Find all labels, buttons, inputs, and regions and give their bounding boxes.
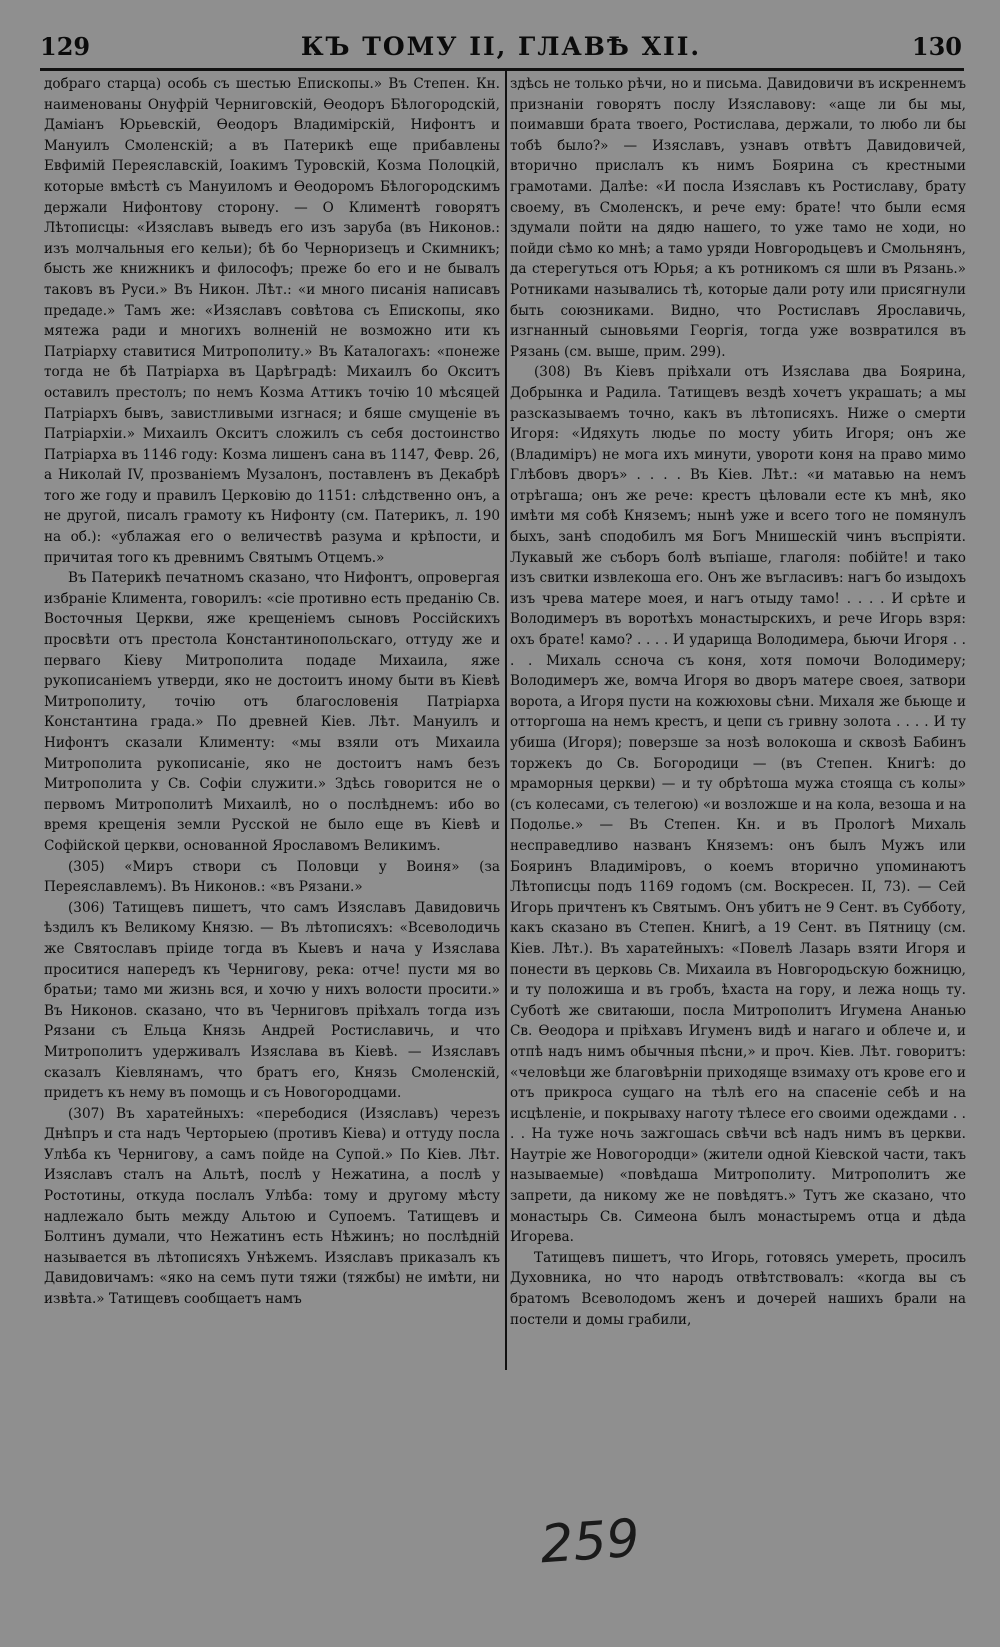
right-column: [510, 74, 966, 1364]
running-title: КЪ ТОМУ II, ГЛАВѢ XII.: [300, 31, 702, 61]
handwritten-page-number: 259: [538, 1508, 642, 1576]
paragraph: (307) Въ харатейныхъ: «перебодися (Изяславъ) черезъ Днѣпръ и ста надъ Черторыею (противъ Кіева) и оттуду посла Улѣба къ Чернигову, а самъ пойде на Супой.» По Кіев. Лѣт. Изяславъ сталъ на Альтѣ, послѣ у Нежатина, а послѣ у Ростотины, откуда послалъ Улѣба: тому и другому мѣсту надлежало быть между Альтою и Супоемъ. Татищевъ и Болтинъ думали, что Нежатинъ есть Нѣжинъ; но послѣдній называется въ лѣтописяхъ Унѣжемъ. Изяславъ приказалъ къ Давидовичамъ: «яко на семъ пути тяжи (тяжбы) не имѣти, ни извѣта.» Татищевъ сообщаетъ намъ: [44, 1105, 500, 1308]
page-number-left: 129: [40, 31, 91, 61]
page-number-right: 130: [911, 31, 962, 61]
page-header: [40, 26, 962, 66]
column-divider: [505, 68, 507, 1370]
paragraph: Татищевъ пишетъ, что Игорь, готовясь умереть, просилъ Духовника, но что народъ отвѣтствовалъ: «когда вы съ братомъ Всеволодомъ женъ и дочерей нашихъ брали на постели и домы грабили,: [510, 1249, 966, 1328]
paragraph: здѣсь не только рѣчи, но и письма. Давидовичи въ искреннемъ признаніи говорятъ послу Изяславову: «аще ли бы мы, поимавши брата твоего, Ростислава, держали, то любо ли бы тобѣ было?» — Изяславъ, узнавъ отвѣтъ Давидовичей, вторично прислалъ къ нимъ Боярина съ крестными грамотами. Далѣе: «И посла Изяславъ къ Ростиславу, брату своему, въ Смоленскъ, и рече ему: брате! что были есмя здумали пойти на дядю нашего, то уже тамо не ходи, но пойди сѣмо ко мнѣ; а тамо уряди Новгородьцевъ и Смольнянъ, да стерегуться отъ Юрья; а къ ротникомъ ся шли въ Рязань.» Ротниками назывались тѣ, которые дали роту или присягнули быть союзниками. Видно, что Ростиславъ Ярославичь, изгнанный сыновьями Георгія, тогда уже возвратился въ Рязань (см. выше, прим. 299).: [510, 76, 966, 360]
header-rule: [40, 68, 964, 71]
paragraph: (306) Татищевъ пишетъ, что самъ Изяславъ Давидовичь ѣздилъ къ Великому Князю. — Въ лѣтописяхъ: «Всеволодичь же Святославъ пріиде тогда въ Кыевъ и нача у Изяслава проситися напередъ къ Чернигову, река: отче! пусти мя во братьи; тамо ми жизнь вся, и хочю у нихъ волости просити.» Въ Никонов. сказано, что въ Черниговъ пріѣхалъ тогда изъ Рязани съ Ельца Князь Андрей Ростиславичь, и что Митрополитъ удерживалъ Изяслава въ Кіевѣ. — Изяславъ сказалъ Кіевлянамъ, что братъ его, Князь Смоленскій, придетъ къ нему въ помощь и съ Новогородцами.: [44, 899, 500, 1102]
paragraph: Въ Патерикѣ печатномъ сказано, что Нифонтъ, опровергая избраніе Климента, говорилъ: «сіе противно есть преданію Св. Восточныя Церкви, яже крещеніемъ сыновъ Россійскихъ просвѣти отъ престола Константинопольскаго, оттуду же и перваго Кіеву Митрополита подаде Михаила, яже рукописаніемъ утверди, яко не достоитъ иному быти въ Кіевѣ Митрополиту, точію отъ благословенія Патріарха Константина града.» По древней Кіев. Лѣт. Мануилъ и Нифонтъ сказали Клименту: «мы взяли отъ Михаила Митрополита рукописаніе, яко не достоитъ намъ безъ Митрополита у Св. Софіи служити.» Здѣсь говорится не о первомъ Митрополитѣ Михаилѣ, но о послѣднемъ: ибо во время крещенія земли Русской не было еще въ Кіевѣ и Софійской церкви, основанной Ярославомъ Великимъ.: [44, 570, 500, 854]
paragraph: добраго старца) особь съ шестью Епископы.» Въ Степен. Кн. наименованы Онуфрій Черниговскій, Ѳеодоръ Бѣлогородскій, Даміанъ Юрьевскій, Ѳеодоръ Владимірскій, Нифонтъ и Мануилъ Смоленскій; а въ Патерикѣ еще прибавлены Евфимій Переяславскій, Іоакимъ Туровскій, Козма Полоцкій, которые вмѣстѣ съ Мануиломъ и Ѳеодоромъ Бѣлогородскимъ держали Нифонтову сторону. — О Климентѣ говорятъ Лѣтописцы: «Изяславъ выведъ его изъ заруба (въ Никонов.: изъ молчальныя его кельи); бѣ бо Черноризецъ и Скимникъ; бысть же книжникъ и философъ; преже бо его и не бывалъ таковъ въ Руси.» Въ Никон. Лѣт.: «и много писанія написавъ предаде.» Тамъ же: «Изяславъ совѣтова съ Епископы, яко мятежа ради и многихъ волненій не возможно ити къ Патріарху ставитися Митрополиту.» Въ Каталогахъ: «понеже тогда не бѣ Патріарха въ Царѣградѣ: Михаилъ бо Окситъ оставилъ престолъ; по немъ Козма Аттикъ точію 10 мѣсяцей Патріархъ бывъ, завистливыми изгнася; и бяше смущеніе въ Патріархіи.» Михаилъ Окситъ сложилъ съ себя достоинство Патріарха въ 1146 году: Козма лишенъ сана въ 1147, Февр. 26, а Николай IV, прозваніемъ Музалонъ, поставленъ въ Декабрѣ того же году и правилъ Церковію до 1151: слѣдственно онъ, а не другой, писалъ грамоту къ Нифонту (см. Патерикъ, л. 190 на об.): «ублажая его о величествѣ разума и крѣпости, и причитая того къ древнимъ Святымъ Отцемъ.»: [44, 76, 500, 566]
paragraph: (308) Въ Кіевъ пріѣхали отъ Изяслава два Боярина, Добрынка и Радила. Татищевъ вездѣ хочетъ украшать; а мы разсказываемъ точно, какъ въ лѣтописяхъ. Ниже о смерти Игоря: «Идяхуть людье по мосту убить Игоря; онъ же (Владиміръ) не мога ихъ минути, увороти коня на право мимо Глѣбовъ дворъ» . . . . Въ Кіев. Лѣт.: «и матавью на немъ отрѣгаша; онъ же рече: крестъ цѣловали есте къ мнѣ, яко имѣти мя собѣ Княземъ; нынѣ уже и всего того не помянулъ быхъ, занѣ сподобилъ мя Богъ Мнишескій чинъ въспріяти. Лукавый же съборъ болѣ въпіаше, глаголя: побійте! и тако изъ свитки извлекоша его. Онъ же въгласивъ: нагъ бо изыдохъ изъ чрева матере моея, и нагъ отыду тамо! . . . . И срѣте и Володимеръ въ воротѣхъ монастырскихъ, и рече Игорь взря: охъ брате! камо? . . . . И ударища Володимера, бьючи Игоря . . . . Михаль ссноча съ коня, хотя помочи Володимеру; Володимеръ же, вомча Игоря во дворъ матере своея, затвори ворота, а Игоря пусти на кожюховы сѣни. Михаля же бьюще и отторгоша на немъ крестъ, и цепи съ гривну золота . . . . И ту убиша (Игоря); поверзше за нозѣ волокоша и сквозѣ Бабинъ торжекъ до Св. Богородици — (въ Степен. Книгѣ: до мраморныя церкви) — и ту обрѣтоша мужа стояща съ колы» (съ колесами, съ телегою) «и возложше и на кола, везоша и на Подолье.» — Въ Степен. Кн. и въ Прологѣ Михаль несправедливо названъ Княземъ: онъ былъ Мужъ или Бояринъ Владиміровъ, о коемъ вторично упоминаютъ Лѣтописцы подъ 1169 годомъ (см. Воскресен. II, 73). — Сей Игорь причтенъ къ Святымъ. Онъ убитъ не 9 Сент. въ Субботу, какъ сказано въ Степен. Книгѣ, а 19 Сент. въ Пятницу (см. Кіев. Лѣт.). Въ харатейныхъ: «Повелѣ Лазарь взяти Игоря и понести въ церковь Св. Михаила въ Новгородьскую божницю, и ту положиша и въ гробъ, ѣхаста на гору, и лежа нощь ту. Суботѣ же свитаюши, посла Митрополитъ Игумена Ананью Св. Ѳеодора и пріѣхавъ Игуменъ видѣ и нагаго и облече и, и отпѣ надъ нимъ обычныя пѣсни,» и проч. Кіев. Лѣт. говоритъ: «человѣци же благовѣрніи приходяще взимаху отъ крове его и отъ прикроса сущаго на тѣлѣ его на спасеніе себѣ и на исцѣленіе, и покрываху наготу тѣлесе его своими одеждами . . . . На туже ночь зажгошась свѣчи всѣ надъ нимъ въ церкви. Наутріе же Новогородци» (жители одной Кіевской части, такъ называемые) «повѣдаша Митрополиту. Митрополитъ же запрети, да никому же не повѣдятъ.» Тутъ же сказано, что монастырь Св. Симеона былъ монастыремъ отца и дѣда Игорева.: [510, 364, 966, 1246]
left-column: [44, 74, 500, 1364]
paragraph: (305) «Миръ створи съ Половци у Воиня» (за Переяславлемъ). Въ Никонов.: «въ Рязани.»: [44, 858, 500, 896]
